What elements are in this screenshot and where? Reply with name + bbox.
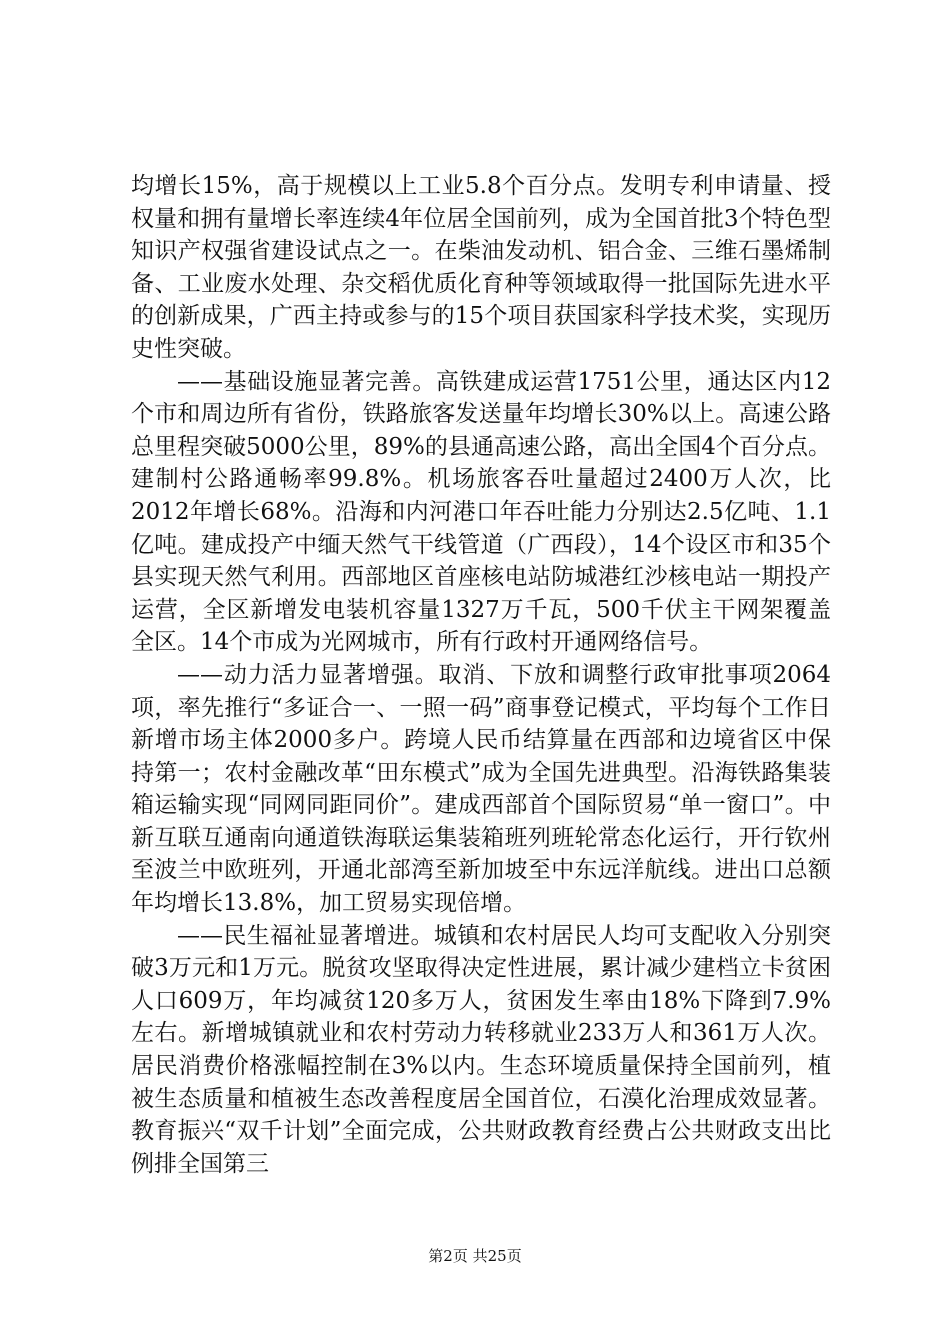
paragraph-infrastructure: ——基础设施显著完善。高铁建成运营1751公里，通达区内12个市和周边所有省份，铁路旅客发送量年均增长30%以上。高速公路总里程突破5000公里，89%的县通高速公路，高出全国4个百分点。建制村公路通畅率99.8%。机场旅客吞吐量超过2400万人次，比2012年增长68%。沿海和内河港口年吞吐能力分别达2.5亿吨、1.1亿吨。建成投产中缅天然气干线管道（广西段），14个设区市和35个县实现天然气利用。西部地区首座核电站防城港红沙核电站一期投产运营，全区新增发电装机容量1327万千瓦，500千伏主干网架覆盖全区。14个市成为光网城市，所有行政村开通网络信号。 — [131, 368, 831, 656]
paragraph-welfare: ——民生福祉显著增进。城镇和农村居民人均可支配收入分别突破3万元和1万元。脱贫攻坚取得决定性进展，累计减少建档立卡贫困人口609万，年均减贫120多万人，贫困发生率由18%下降到7.9%左右。新增城镇就业和农村劳动力转移就业233万人和361万人次。居民消费价格涨幅控制在3%以内。生态环境质量保持全国前列，植被生态质量和植被生态改善程度居全国首位，石漠化治理成效显著。教育振兴“双千计划”全面完成，公共财政教育经费占公共财政支出比例排全国第三 — [131, 922, 831, 1177]
paragraph-innovation-continued: 均增长15%，高于规模以上工业5.8个百分点。发明专利申请量、授权量和拥有量增长率连续4年位居全国前列，成为全国首批3个特色型知识产权强省建设试点之一。在柴油发动机、铝合金、三维石墨烯制备、工业废水处理、杂交稻优质化育种等领域取得一批国际先进水平的创新成果，广西主持或参与的15个项目获国家科学技术奖，实现历史性突破。 — [131, 173, 831, 362]
paragraph-vitality: ——动力活力显著增强。取消、下放和调整行政审批事项2064项，率先推行“多证合一、一照一码”商事登记模式，平均每个工作日新增市场主体2000多户。跨境人民币结算量在西部和边境省区中保持第一；农村金融改革“田东模式”成为全国先进典型。沿海铁路集装箱运输实现“同网同距同价”。建成西部首个国际贸易“单一窗口”。中新互联互通南向通道铁海联运集装箱班列班轮常态化运行，开行钦州至波兰中欧班列，开通北部湾至新加坡至中东远洋航线。进出口总额年均增长13.8%，加工贸易实现倍增。 — [131, 661, 831, 917]
document-body — [131, 170, 831, 1180]
page-number-footer: 第2页 共25页 — [428, 1247, 522, 1265]
